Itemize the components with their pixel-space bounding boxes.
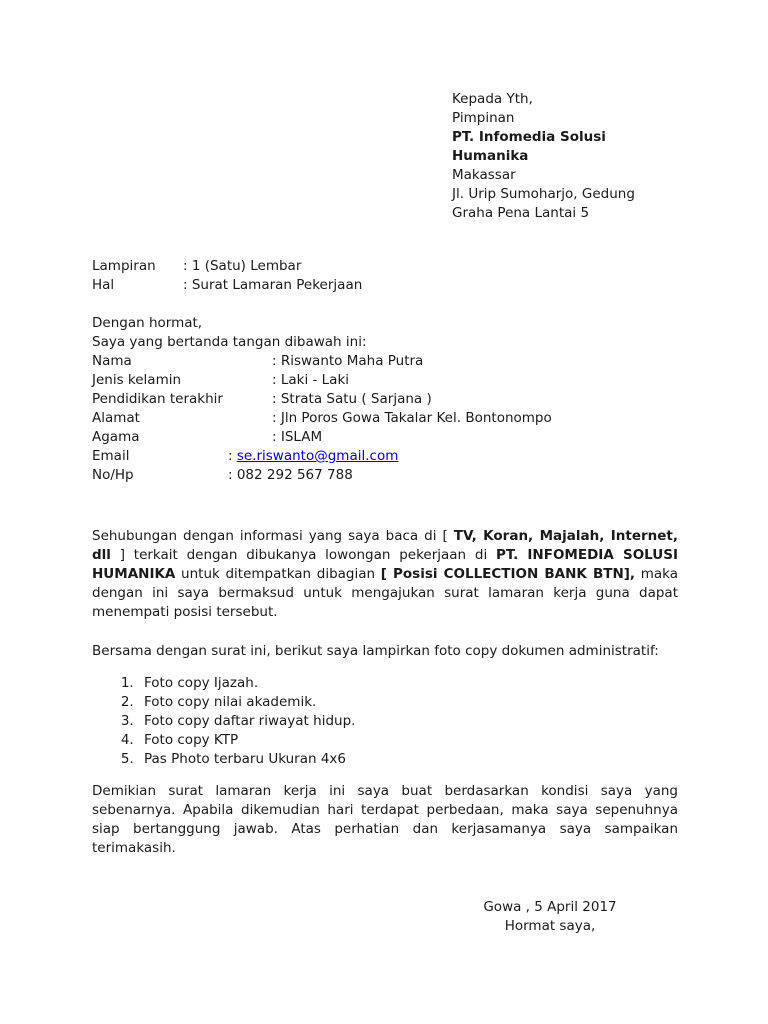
meta-row-lampiran [92, 257, 678, 276]
intro-text: Saya yang bertanda tangan dibawah ini: [92, 334, 367, 350]
detail-value: : Strata Satu ( Sarjana ) [272, 391, 432, 407]
detail-value: : Laki - Laki [272, 372, 350, 388]
paragraph-closing: Demikian surat lamaran kerja ini saya buat berdasarkan kondisi saya yang sebenarnya. Apabila dikemudian hari terdapat perbedaan, maka saya sepenuhnya siap bertanggung jawab. Atas perhatian dan kerjasamanya saya sampaikan terimakasih. [92, 783, 678, 856]
detail-value [228, 447, 398, 466]
attachment-item: 4. Foto copy KTP [138, 731, 678, 750]
detail-row-agama [92, 428, 678, 447]
paragraph-bold-media: TV, Koran, Majalah, Internet, dll [92, 528, 678, 563]
detail-value: : Jln Poros Gowa Takalar Kel. Bontonompo [272, 410, 552, 426]
detail-label: Nama [92, 353, 132, 369]
salutation-block [92, 314, 678, 352]
meta-value: : Surat Lamaran Pekerjaan [183, 277, 363, 293]
recipient-company: PT. Infomedia Solusi Humanika [452, 129, 606, 164]
attachment-item: 5. Pas Photo terbaru Ukuran 4x6 [138, 750, 678, 769]
salutation-text: Dengan hormat, [92, 315, 203, 331]
signature-closing: Hormat saya, [504, 918, 596, 934]
recipient-salutation: Kepada Yth, [452, 91, 533, 107]
meta-value: : 1 (Satu) Lembar [183, 258, 302, 274]
detail-label: Pendidikan terakhir [92, 391, 223, 407]
recipient-block [452, 90, 652, 223]
paragraph-attachments-intro: Bersama dengan surat ini, berikut saya lampirkan foto copy dokumen administratif: [92, 643, 659, 659]
meta-row-hal [92, 276, 678, 295]
paragraph-application [92, 527, 678, 622]
recipient-address: Jl. Urip Sumoharjo, Gedung Graha Pena Lantai 5 [452, 186, 635, 221]
detail-value: : ISLAM [272, 429, 323, 445]
detail-label: Alamat [92, 410, 140, 426]
paragraph-text: untuk ditempatkan dibagian [175, 566, 381, 582]
detail-row-phone [92, 466, 678, 485]
detail-row-nama [92, 352, 678, 371]
attachment-item: 1. Foto copy Ijazah. [138, 674, 678, 693]
detail-value: : Riswanto Maha Putra [272, 353, 424, 369]
paragraph-text: Sehubungan dengan informasi yang saya baca di [ [92, 528, 454, 544]
detail-row-jenis-kelamin [92, 371, 678, 390]
attachment-item: 2. Foto copy nilai akademik. [138, 693, 678, 712]
paragraph-text: maka dengan ini saya bermaksud untuk mengajukan surat lamaran kerja guna dapat menempati posisi tersebut. [92, 566, 679, 620]
detail-row-alamat [92, 409, 678, 428]
paragraph-bold-company: PT. INFOMEDIA SOLUSI HUMANIKA [92, 547, 678, 582]
detail-row-pendidikan [92, 390, 678, 409]
meta-label: Hal [92, 277, 115, 293]
detail-label: No/Hp [92, 467, 134, 483]
paragraph-text: ] terkait dengan dibukanya lowongan pekerjaan di [110, 547, 497, 563]
detail-label: Email [92, 448, 130, 464]
detail-label: Jenis kelamin [92, 372, 182, 388]
signature-block [470, 898, 630, 936]
email-link[interactable]: se.riswanto@gmail.com [236, 448, 399, 464]
recipient-position: Pimpinan [452, 110, 515, 126]
detail-label: Agama [92, 429, 140, 445]
attachment-item: 3. Foto copy daftar riwayat hidup. [138, 712, 678, 731]
paragraph-bold-position: [ Posisi COLLECTION BANK BTN], [380, 566, 636, 582]
recipient-city: Makassar [452, 167, 516, 183]
details-block [92, 352, 678, 485]
email-colon: : [228, 448, 237, 464]
detail-row-email [92, 447, 678, 466]
detail-value: : 082 292 567 788 [228, 467, 353, 483]
attachment-list [138, 674, 678, 769]
meta-block [92, 257, 678, 295]
meta-label: Lampiran [92, 258, 156, 274]
signature-place-date: Gowa , 5 April 2017 [483, 899, 617, 915]
